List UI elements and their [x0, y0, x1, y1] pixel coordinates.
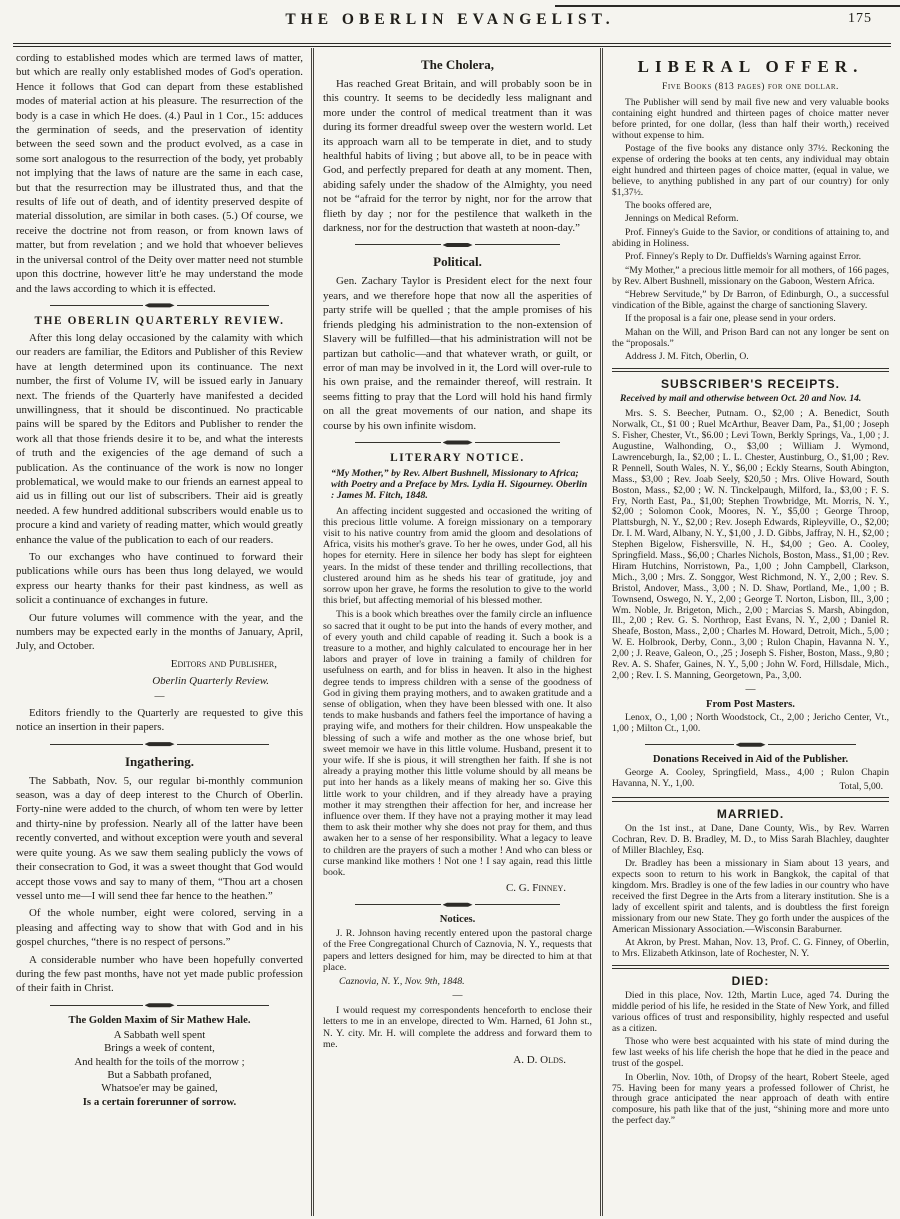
- paragraph: Prof. Finney's Reply to Dr. Duffields's Warning against Error.: [625, 251, 862, 263]
- poem-line: But a Sabbath profaned,: [107, 1068, 212, 1081]
- article-heading: DIED:: [731, 974, 770, 989]
- paragraph: An affecting incident suggested and occasioned the writing of this precious little volume. A foreign missionary on a temporary visit to his native country from amid the gloom and desolations of Africa, visits his mother's grave. To her he owes, under God, all his hopes for eternity. Here in silence her body has slept for eighteen years. In the midst of these tender and thrilling recollections, that clustered around him as he sheds his tear of gratitude, joy and sorrow upon her grave, he forms the resolution to give to the world this brief, but affecting memorial of his blessed mother.: [323, 505, 592, 607]
- article-heading: MARRIED.: [716, 806, 785, 821]
- paragraph: If the proposal is a fair one, please send in your orders.: [625, 313, 836, 325]
- article-heading: The Golden Maxim of Sir Mathew Hale.: [68, 1014, 251, 1026]
- paragraph: Gen. Zachary Taylor is President elect for the next four years, and we therefore hope that now all the asperities of party strife will be quelled ; that the ample promises of his friends pledging his administration to the non-extension of Slavery will be fulfilled—that his administration will not be partizan but catholic—and that whatever wrath, or guilt, or error of man may be involved in it, the Lord will over-rule to his own praise, and the remainder thereof, will restrain. It seems fitting to pray that the Lord will hold his hand firmly on all the great movements of our nation, and shape its course by his own infinite wisdom.: [323, 275, 592, 432]
- signature: A. D. Olds.: [513, 1054, 566, 1067]
- decorative-rule: [355, 902, 559, 907]
- article-heading: THE OBERLIN QUARTERLY REVIEW.: [34, 314, 285, 327]
- paragraph: A considerable number who have been hopefully converted during the few past months, have not yet made public profession of their faith in Christ.: [16, 953, 303, 995]
- paragraph: I would request my correspondents henceforth to enclose their letters to me in an envelope, directed to Wm. Harned, 61 John st., N. Y. city. Mr. H. will complete the address and forward them to me.: [323, 1005, 592, 1050]
- poem-line: And health for the toils of the morrow ;: [74, 1055, 245, 1068]
- paragraph: “Hebrew Servitude,” by Dr Barron, of Edinburgh, O., a successful vindication of the Bible, against the charge of sanctioning Slavery.: [612, 288, 889, 311]
- decorative-rule: [645, 742, 856, 747]
- dash-divider: —: [452, 990, 463, 1002]
- article-heading: LITERARY NOTICE.: [390, 451, 525, 464]
- article-heading: Notices.: [439, 914, 476, 926]
- paragraph: To our exchanges who have continued to forward their publications while ours has been thus long delayed, we would express our hearty thanks for their past kindness, as well as solicit a continuance of exchanges in future.: [16, 551, 303, 607]
- decorative-rule: [50, 742, 268, 747]
- paragraph: This is a book which breathes over the family circle an influence so sacred that it ought to be put into the hands of every mother, and of every youth and child capable of reading it. Such a book is a treasure to a mother, and highly calculated to encourage her in her labors and prayer of love in training a family of children for usefulness on earth, and for bliss in heaven. It also in the highest degree tends to impress children with a sense of the goodness of God in giving them praying mothers, and to awaken gratitude and a sense of obligation, when they have been blessed with one. It also tends to make husbands and fathers feel the importance of having a praying wife, and mothers for their children. How unspeakable the blessing of such a wife and mother as the one whose brief, but sweet memoir we have in this little volume. Husband, present it to your wife. If she is pious, it will strengthen her faith. If she is not already a praying mother this little volume should by all means be put into her hands as a likely means of making her so. Give this little work to your children, and if they already have a praying mother it may strengthen their affection for her, and increase her influence over them. If they have not a praying mother it may lead them to ask their mother why she does not pray for them, and thus awaken her to a sense of her responsibility. What a legacy to leave to children are the prayers of such a mother ! And who can bless or curse mankind like mothers ! Not one ! I say again, read this little book.: [323, 609, 592, 879]
- decorative-rule: [355, 440, 559, 445]
- diamond-ornament: [145, 742, 175, 747]
- page-number: 175: [848, 11, 872, 26]
- dash-divider: —: [154, 690, 165, 702]
- article-heading: Political.: [433, 254, 482, 270]
- diamond-ornament: [736, 742, 766, 747]
- paragraph: Lenox, O., 1,00 ; North Woodstock, Ct., 2,00 ; Jericho Center, Vt., 1,00 ; Milton Ct., 1,00.: [612, 712, 889, 735]
- paragraph: Address J. M. Fitch, Oberlin, O.: [625, 350, 749, 362]
- decorative-rule: [50, 303, 268, 308]
- donation-block: [612, 768, 889, 792]
- paragraph: On the 1st inst., at Dane, Dane County, Wis., by Rev. Warren Cochran, Rev. D. B. Bradley, M. D., to Miss Sarah Blachley, daughter of Miller Blachley, Esq.: [612, 822, 889, 856]
- diamond-ornament: [443, 242, 473, 247]
- diamond-ornament: [145, 303, 175, 308]
- column-1: [14, 48, 311, 1216]
- signature: Editors and Publisher,: [170, 657, 277, 670]
- article-heading: The Cholera,: [421, 57, 494, 72]
- article-heading: SUBSCRIBER'S RECEIPTS.: [661, 377, 840, 392]
- article-heading: LIBERAL OFFER.: [637, 57, 864, 76]
- paragraph: cording to established modes which are termed laws of matter, but which are really only established modes of God's operation. Hence it follows that God can depart from these established modes of material action at his pleasure. The resurrection of the body is a case in which He does. (4.) Paul in 1 Cor., 15: adduces the germination of seeds, and the preservation of identity between the seed sown and the product evolved, as a case in some sort analogous to the resurrection of the body, yet probably not implying that the laws of nature are the same in each case, but that the resurrection may be illustrated thus, and that the results of life out of death, and of identity preserved despite of material dissolution, are similar in both cases. (5.) Of course, we receive the doctrine not from reason, or from known laws of matter, but from revelation ; and we hold that whoever believes in the universal control of the Deity over matter need not stumble upon this doctrine, however litt'e he may understand the mode and the laws according to which it is effected.: [16, 52, 303, 295]
- article-heading: Donations Received in Aid of the Publisher.: [652, 754, 849, 766]
- paragraph: Postage of the five books any distance only 37½. Reckoning the expense of ordering the books at ten cents, any individual may obtain eight hundred and thirteen pages of choice matter, (equal in value, we believe, to anything published in any part of our country) for only $1,37½.: [612, 143, 889, 198]
- paragraph: The books offered are,: [625, 200, 712, 212]
- paragraph: Prof. Finney's Guide to the Savior, or conditions of attaining to, and abiding in Holiness.: [612, 226, 889, 249]
- citation: “My Mother,” by Rev. Albert Bushnell, Missionary to Africa; with Poetry and a Preface by Mrs. Lydia H. Sigourney. Oberlin : James M. Fitch, 1848.: [331, 467, 588, 502]
- signature: Oberlin Quarterly Review.: [152, 674, 269, 687]
- diamond-ornament: [145, 1003, 175, 1008]
- paragraph: The Sabbath, Nov. 5, our regular bi-monthly communion season, was a day of deep interest to the Church of Oberlin. Forty-nine were added to the church, of whom ten were by letter and thirty-nine by profession. Nearly all of the latter have been recently converted, and without exception were youth and several were quite young. As we saw them sealing publicly the vows of their consecration to God, it was a sweet thought that God would accept those vows and say to many of them, “Thou art a chosen vessel unto me—I will send thee far hence to the heathen.”: [16, 774, 303, 902]
- decorative-rule: [50, 1003, 268, 1008]
- article-heading: Ingathering.: [125, 753, 194, 769]
- poem: [16, 1029, 303, 1109]
- paragraph: Has reached Great Britain, and will probably soon be in this country. It seems to be decidedly less malignant and more under the control of medical treatment than it was during its former dreadful sweep over the western world. Let its approach warn all to be temperate in diet, and to study healthful habits of living ; but above all, to be in peace with God, and perfectly prepared for death at any moment. Then, abiding safely under the shadow of the Almighty, you need not be “afraid for the terror by night, nor for the arrow that flieth by day ; nor for the pestilence that walketh in the darkness, nor for the destruction that wasteth at noon-day.”: [323, 78, 592, 235]
- paragraph: In Oberlin, Nov. 10th, of Dropsy of the heart, Robert Steele, aged 75. Having been for many years a professed follower of Christ, he through grace anticipated the near approach of death with entire composure, his path like that of the just, “shining more and more unto the perfect day.”: [612, 1071, 889, 1127]
- double-rule: [612, 797, 889, 802]
- paragraph: Mahan on the Will, and Prison Bard can not any longer be sent on the “proposals.”: [612, 326, 889, 349]
- paragraph: The Publisher will send by mail five new and very valuable books containing eight hundred and thirteen pages of choice matter never before printed, for one dollar, (less than half their worth,) received without expense to him.: [612, 96, 889, 141]
- paragraph: Of the whole number, eight were colored, serving in a pleasing and affecting way to show that with God and in his gospel churches, “there is no respect of persons.”: [16, 907, 303, 949]
- column-3: [600, 48, 892, 1216]
- dateline: Caznovia, N. Y., Nov. 9th, 1848.: [339, 976, 465, 988]
- article-heading: From Post Masters.: [706, 699, 795, 711]
- paragraph: After this long delay occasioned by the calamity with which our readers are familiar, the Editors and Publisher of this Review have at length determined upon its continuance. The next number, the first of Volume IV, will be issued early in January next. The friends of the Quarterly have manifested a decided unwillingness, that it should be discontinued. No practicable pains will be spared by the Editors and Publisher to render the work all that those friends desire it to be, and what the interests of truth and the exigencies of the age demand of such a publication. As the continuance of the work is now no longer problematical, we would make to our friends an earnest appeal to aid us in filling out our list of subscribers. Their aid is greatly needed. A few hundred additional subscribers would enable us to procure a kind and variety of reading matter, which would greatly enhance the value of the publication to each of our readers.: [16, 331, 303, 546]
- paragraph: Editors friendly to the Quarterly are requested to give this notice an insertion in their papers.: [16, 706, 303, 734]
- paragraph: J. R. Johnson having recently entered upon the pastoral charge of the Free Congregational Church of Caznovia, N. Y., requests that papers and letters designed for him, may be directed to him at that place.: [323, 928, 592, 973]
- masthead: [0, 0, 900, 40]
- poem-line: Brings a week of content,: [104, 1042, 215, 1055]
- diamond-ornament: [443, 440, 473, 445]
- page-title: THE OBERLIN EVANGELIST.: [285, 11, 615, 28]
- column-2: [311, 48, 600, 1216]
- paragraph: Jennings on Medical Reform.: [625, 213, 739, 225]
- decorative-rule: [355, 242, 559, 247]
- diamond-ornament: [443, 902, 473, 907]
- paragraph: Those who were best acquainted with his state of mind during the few last weeks of his life cherish the hope that he died in the peace and trust of the gospel.: [612, 1036, 889, 1070]
- double-rule: [612, 368, 889, 373]
- double-rule: [612, 965, 889, 970]
- paragraph: “My Mother,” a precious little memoir for all mothers, of 166 pages, by Rev. Albert Bushnell, missionary on the Gaboon, Western Africa.: [612, 264, 889, 287]
- donation-total: Total, 5,00.: [839, 780, 883, 792]
- paragraph: Mrs. S. S. Beecher, Putnam. O., $2,00 ; A. Benedict, South Norwalk, Ct., $1 00 ; Ruel McArthur, Beaver Dam, Pa., $1,00 ; Joseph S. Fisher, Chester, Vt., $6.00 ; Levi Town, Berkly Springs, Va., 1,00 ; J. Augustine, Walhonding, O., $3,00 ; William J. Wymond, Lawrenceburgh, Ia., $2,00 ; L. L. Chester, Austinburg, O., $1,00 ; Rev. R Pennell, South Wales, N. Y., $6,00 ; Eckly Stearns, South Abington, Mass., $3,00 ; Rev. Joab Seely, $20,50 ; Mrs. Olive Howard, South Boston, Mass., $2,00 ; W. N. Tinckelpaugh, Milford, Ia., $3,00 ; F. S. Fry, North East, Pa., $1,00; Stephen Trowbridge, Mt. Morris, N. Y., $2,00 ; Solomon Cook, Moores, N. Y., $5,00 ; George Throop, Plattsburgh, N. Y., $2,00 ; Rev. Joseph Edwards, Ripleyville, O., $2,00; Dr. I. M. Ward, Albany, N. Y., $1,00 , J. D. Gibbs, Jaffray, N. H., $2,00 ; Stephen Bigelow, Fishersville, N. H., $4,00 ; Geo. A. Cooley, Springfield. Mass., $6,00 ; Charles Nichols, Boston, Mass., $1,00 ; Rev. Hiram Hutchins, Norristown, Pa., 1,00 ; John Campbell, Clarkson, Mich., 3,00 ; Mrs. Z. Songgor, West Richmond, N. Y., 2,00 ; Rev. S. Bristol, Andover, Mass., 3,00 ; N. D. Shaw, Portland, Me., 1,00 ; B. Townsend, Oswego, N. Y., 2,00 ; George T. Norton, Lisbon, Ill., 3,00 ; Wm. Noble, Jr. Brigeton, Mich., 2,00 ; Marcias S. Marsh, Abingdon, Ill., 2,00 ; Rev. G. S. Northrop, East Evans, N. Y., 2,00 ; Daniel R. Sheafe, Boston, Mass., 2,00 ; Charles M. Howard, Detroit, Mich., 5,00 ; W. E. Holbrook, Derby, Conn., 3,00 ; Rulon Chapin, Havanna N. Y., 2,00 ; J. Reave, Galeon, O., ,25 ; Joseph S. Fisher, Boston, Mass., 9,80 ; Rev. A. S. Shafer, Gaines, N. Y., 5,00 ; John W. Ford, Hillsdale, Mich., 2,00 ; Rev. I. S. Manning, Georgetown, Pa., 3,00.: [612, 408, 889, 681]
- columns-container: [14, 48, 892, 1216]
- poem-line: Whatsoe'er may be gained,: [101, 1082, 218, 1095]
- masthead-rule: [13, 43, 891, 47]
- poem-line: A Sabbath well spent: [113, 1028, 206, 1041]
- citation: Received by mail and otherwise between Oct. 20 and Nov. 14.: [620, 393, 862, 405]
- article-subheading: Five Books (813 pages) for one dollar.: [662, 81, 839, 92]
- paragraph: Dr. Bradley has been a missionary in Siam about 13 years, and expects soon to return to his work in Bangkok, the capital of that kingdom. Mrs. Bradley is one of the few ladies in our country who have received the first Degree in the Arts from a literary institution. She is a lady of excellent spirit and talents, and is doubtless the first foreign missionary from our new State. They go forth under the auspices of the American Missionary Association.—Wisconsin Baraburner.: [612, 858, 889, 935]
- signature: C. G. Finney.: [505, 882, 566, 895]
- paragraph: Died in this place, Nov. 12th, Martin Luce, aged 74. During the middle period of his life, he resided in the State of New York, and filled various offices of trust and responsibility, highly respected and useful as a citizen.: [612, 990, 889, 1035]
- paragraph: Our future volumes will commence with the year, and the numbers may be expected early in the months of January, April, July, and October.: [16, 611, 303, 653]
- paragraph: George A. Cooley, Springfield, Mass., 4,00 ; Rulon Chapin Havanna, N. Y., 1,00.: [612, 767, 889, 790]
- poem-line: Is a certain forerunner of sorrow.: [82, 1095, 237, 1108]
- paragraph: At Akron, by Prest. Mahan, Nov. 13, Prof. C. G. Finney, of Oberlin, to Mrs. Elizabeth Atkinson, late of Rochester, N. Y.: [612, 937, 889, 959]
- dash-divider: —: [745, 684, 756, 696]
